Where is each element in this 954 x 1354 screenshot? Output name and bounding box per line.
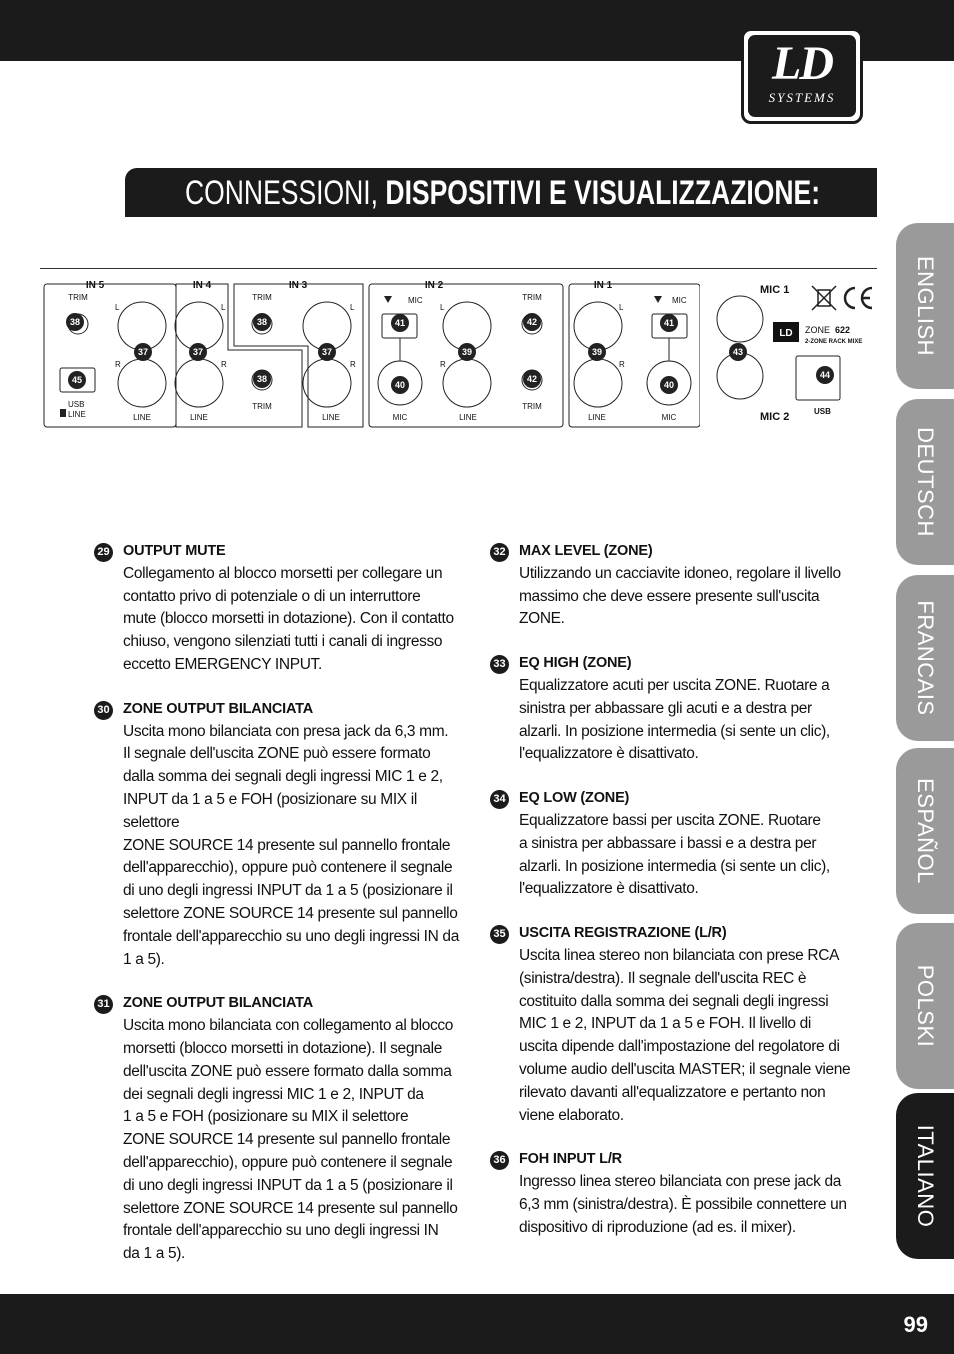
item-31 <box>94 992 474 1266</box>
title-bold: DISPOSITIVI E VISUALIZZAZIONE: <box>385 174 821 212</box>
item-title: ZONE OUTPUT BILANCIATA <box>123 700 313 717</box>
svg-text:MIC: MIC <box>661 413 677 422</box>
svg-text:L: L <box>440 303 445 312</box>
svg-text:USB: USB <box>814 407 831 416</box>
svg-text:R: R <box>221 360 227 369</box>
ld-systems-logo <box>741 28 863 124</box>
item-number: 34 <box>490 790 509 809</box>
svg-text:MIC: MIC <box>392 413 408 422</box>
svg-text:TRIM: TRIM <box>68 293 88 302</box>
item-30 <box>94 698 474 972</box>
svg-text:41: 41 <box>663 318 675 328</box>
svg-text:IN 5: IN 5 <box>85 280 105 291</box>
rear-panel-diagram <box>40 272 700 432</box>
logo-brand: LD <box>772 37 832 90</box>
svg-text:45: 45 <box>71 375 83 385</box>
item-title: EQ HIGH (ZONE) <box>519 655 632 672</box>
svg-text:L: L <box>350 303 355 312</box>
svg-text:LINE: LINE <box>459 413 477 422</box>
tab-english[interactable] <box>896 223 954 389</box>
item-35 <box>490 922 870 1127</box>
svg-text:622: 622 <box>835 325 851 335</box>
svg-text:LINE: LINE <box>190 413 208 422</box>
item-title: EQ LOW (ZONE) <box>519 790 630 807</box>
tab-label: ITALIANO <box>913 1124 938 1228</box>
tab-polski[interactable] <box>896 923 954 1089</box>
item-number: 36 <box>490 1151 509 1170</box>
svg-text:39: 39 <box>591 347 603 357</box>
section-title-bar <box>125 168 877 217</box>
item-text: Uscita linea stereo non bilanciata con prese RCA (sinistra/destra). Il segnale dell'uscita REC è costituito dalla somma dei segnali degli ingressi MIC 1 e 2, INPUT da 1 a 5 e FOH. Il livello di uscita dipende dall'impostazione del regolatore di volume audio dell'uscita MASTER; il segnale viene rilevato davanti all'equalizzatore e pertanto non viene elaborato. <box>519 946 851 1124</box>
svg-text:44: 44 <box>819 370 831 380</box>
item-text: Collegamento al blocco morsetti per collegare un contatto privo di potenziale o di un interruttore mute (blocco morsetti in dotazione). Con il contatto chiuso, vengono silenziati tutti i canali di ingresso eccetto EMERGENCY INPUT. <box>123 564 454 673</box>
tab-label: ENGLISH <box>913 255 938 357</box>
svg-text:38: 38 <box>69 317 81 327</box>
tab-label: DEUTSCH <box>913 427 938 537</box>
item-title: ZONE OUTPUT BILANCIATA <box>123 995 313 1012</box>
svg-text:38: 38 <box>256 374 268 384</box>
svg-text:LINE: LINE <box>133 413 151 422</box>
svg-text:L: L <box>221 303 226 312</box>
svg-text:MIC: MIC <box>408 296 423 305</box>
svg-text:R: R <box>115 360 121 369</box>
tab-italiano[interactable] <box>896 1093 954 1259</box>
svg-text:37: 37 <box>192 347 204 357</box>
svg-text:LD: LD <box>779 328 793 339</box>
svg-text:39: 39 <box>461 347 473 357</box>
item-number: 31 <box>94 995 113 1014</box>
left-column <box>94 540 474 1287</box>
svg-text:42: 42 <box>526 317 538 327</box>
svg-text:USB: USB <box>68 400 85 409</box>
svg-text:IN 2: IN 2 <box>424 280 444 291</box>
page-number: 99 <box>903 1312 928 1337</box>
svg-text:IN 1: IN 1 <box>593 280 613 291</box>
svg-text:37: 37 <box>137 347 149 357</box>
svg-text:L: L <box>115 303 120 312</box>
item-32 <box>490 540 870 631</box>
item-number: 35 <box>490 925 509 944</box>
tab-label: POLSKI <box>913 964 938 1048</box>
svg-text:MIC 2: MIC 2 <box>760 411 790 423</box>
svg-text:MIC: MIC <box>672 296 687 305</box>
item-29 <box>94 540 474 677</box>
item-text: Uscita mono bilanciata con presa jack da 6,3 mm. Il segnale dell'uscita ZONE può essere formato dalla somma dei segnali degli ingressi MIC 1 e 2, INPUT da 1 a 5 e FOH (posizionare su MIX il selettore ZONE SOURCE 14 presente sul pannello frontale dell'apparecchio), oppure può contenere il segnale di uno degli ingressi INPUT da 1 a 5 (posizionare il selettore ZONE SOURCE 14 presente sul pannello frontale dell'apparecchio su uno degli ingressi IN da 1 a 5). <box>123 722 459 968</box>
svg-text:37: 37 <box>321 347 333 357</box>
svg-text:MIC 1: MIC 1 <box>760 284 790 296</box>
logo-sub: SYSTEMS <box>768 90 836 105</box>
svg-text:IN 4: IN 4 <box>192 280 212 291</box>
svg-text:LINE: LINE <box>68 410 86 419</box>
ce-mark <box>845 288 872 308</box>
item-text: Ingresso linea stereo bilanciata con prese jack da 6,3 mm (sinistra/destra). È possibile connettere un dispositivo di riproduzione (ad es. il mixer). <box>519 1173 847 1236</box>
item-text: Equalizzatore bassi per uscita ZONE. Ruotare a sinistra per abbassare i bassi e a destra per alzarli. In posizione intermedia (si sente un clic), l'equalizzatore è disattivato. <box>519 811 830 898</box>
page-title <box>185 172 820 214</box>
item-number: 29 <box>94 543 113 562</box>
item-text: Utilizzando un cacciavite idoneo, regolare il livello massimo che deve essere presente sull'uscita ZONE. <box>519 564 841 628</box>
tab-label: FRANCAIS <box>913 600 938 716</box>
svg-text:R: R <box>440 360 446 369</box>
item-title: OUTPUT MUTE <box>123 543 226 559</box>
svg-text:IN 3: IN 3 <box>288 280 308 291</box>
item-number: 33 <box>490 655 509 674</box>
item-text: Uscita mono bilanciata con collegamento al blocco morsetti (blocco morsetti in dotazione). Il segnale dell'uscita ZONE può essere formato dalla somma dei segnali degli ingressi MIC 1 e 2, INPUT da 1 a 5 e FOH (posizionare su MIX il selettore ZONE SOURCE 14 presente sul pannello frontale dell'apparecchio), oppure può contenere il segnale di uno degli ingressi INPUT da 1 a 5 (posizionare il selettore ZONE SOURCE 14 presente sul pannello frontale dell'apparecchio su uno degli ingressi IN da 1 a 5). <box>123 1017 458 1263</box>
svg-text:LINE: LINE <box>588 413 606 422</box>
tab-deutsch[interactable] <box>896 399 954 565</box>
svg-text:2-ZONE RACK MIXE: 2-ZONE RACK MIXE <box>805 339 863 345</box>
item-33 <box>490 652 870 766</box>
svg-text:TRIM: TRIM <box>522 402 542 411</box>
svg-text:ZONE: ZONE <box>805 325 831 335</box>
svg-text:R: R <box>619 360 625 369</box>
tab-label: ESPAÑOL <box>913 778 938 884</box>
svg-text:40: 40 <box>663 380 675 390</box>
tab-espanol[interactable] <box>896 748 954 914</box>
svg-text:TRIM: TRIM <box>522 293 542 302</box>
svg-text:40: 40 <box>394 380 406 390</box>
item-text: Equalizzatore acuti per uscita ZONE. Ruotare a sinistra per abbassare gli acuti e a destra per alzarli. In posizione intermedia (si sente un clic), l'equalizzatore è disattivato. <box>519 676 830 763</box>
bottom-bar <box>0 1294 954 1354</box>
item-title: USCITA REGISTRAZIONE (L/R) <box>519 925 727 942</box>
item-number: 30 <box>94 701 113 720</box>
weee-symbol <box>812 286 836 310</box>
svg-text:LINE: LINE <box>322 413 340 422</box>
title-light: CONNESSIONI, <box>185 174 386 212</box>
item-title: FOH INPUT L/R <box>519 1151 622 1168</box>
item-36 <box>490 1148 870 1239</box>
svg-text:TRIM: TRIM <box>252 402 272 411</box>
svg-text:R: R <box>350 360 356 369</box>
in5-box <box>44 284 176 427</box>
item-34 <box>490 787 870 901</box>
svg-text:43: 43 <box>732 347 744 357</box>
divider <box>40 268 877 269</box>
svg-text:41: 41 <box>394 318 406 328</box>
svg-text:TRIM: TRIM <box>252 293 272 302</box>
right-column <box>490 540 870 1261</box>
item-number: 32 <box>490 543 509 562</box>
mic-usb-panel-diagram <box>700 272 880 432</box>
svg-text:42: 42 <box>526 374 538 384</box>
item-title: MAX LEVEL (ZONE) <box>519 543 653 559</box>
svg-text:L: L <box>619 303 624 312</box>
tab-francais[interactable] <box>896 575 954 741</box>
svg-text:38: 38 <box>256 317 268 327</box>
